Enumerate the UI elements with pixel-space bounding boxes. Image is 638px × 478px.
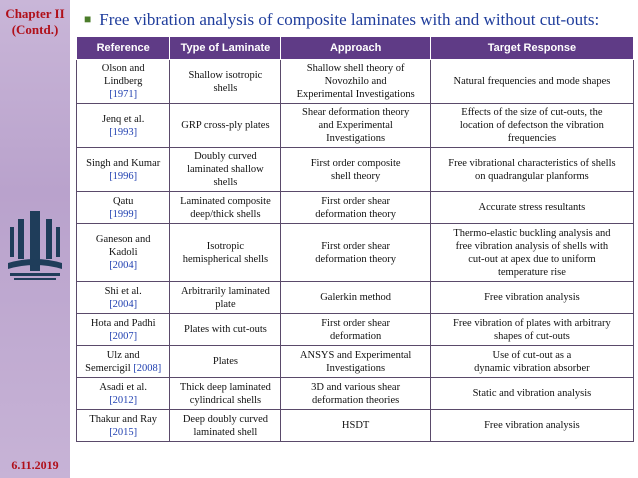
target-response-line: dynamic vibration absorber <box>474 362 590 374</box>
laminate-type-line: Shallow isotropic <box>188 69 263 81</box>
table-row <box>77 410 634 442</box>
header-target-response: Target Response <box>430 37 633 60</box>
target-response-line: Accurate stress resultants <box>478 202 586 213</box>
approach-line: deformation theory <box>315 253 397 265</box>
cell-target-response <box>430 410 633 442</box>
slide-heading-text: Free vibration analysis of composite laminates with and without cut-outs: <box>99 10 600 29</box>
approach-line: HSDT <box>341 420 370 431</box>
chapter-title-line1: Chapter II <box>5 6 65 21</box>
reference-line: Shi et al. <box>104 285 142 297</box>
cell-target-response <box>430 148 633 192</box>
cell-laminate-type <box>170 378 281 410</box>
sidebar <box>0 0 70 478</box>
target-response-line: location of defectson the vibration <box>459 120 604 131</box>
cell-target-response <box>430 314 633 346</box>
approach-line: First order shear <box>321 240 391 252</box>
header-laminate-type: Type of Laminate <box>170 37 281 60</box>
laminate-type-line: Deep doubly curved <box>182 413 268 425</box>
laminate-type-line: Plates <box>212 356 238 367</box>
approach-line: Novozhilo and <box>324 76 387 87</box>
cell-reference <box>77 148 170 192</box>
cell-approach <box>281 282 430 314</box>
reference-year: [2004] <box>109 260 138 271</box>
approach-line: Investigations <box>326 133 386 144</box>
table-header-row <box>77 37 634 60</box>
cell-approach <box>281 148 430 192</box>
approach-line: Shear deformation theory <box>301 107 410 118</box>
cell-reference <box>77 224 170 282</box>
table-row <box>77 282 634 314</box>
target-response-line: free vibration analysis of shells with <box>455 240 609 252</box>
cell-reference <box>77 60 170 104</box>
cell-approach <box>281 60 430 104</box>
cell-target-response <box>430 192 633 224</box>
target-response-line: Free vibration of plates with arbitrary <box>453 317 611 329</box>
header-reference: Reference <box>77 37 170 60</box>
laminate-type-line: Thick deep laminated <box>179 381 271 393</box>
reference-year: [1971] <box>109 89 138 100</box>
cell-laminate-type <box>170 224 281 282</box>
reference-line: Lindberg <box>104 76 143 87</box>
cell-target-response <box>430 378 633 410</box>
cell-reference <box>77 410 170 442</box>
target-response-line: Thermo-elastic buckling analysis and <box>453 227 611 239</box>
laminate-type-line: hemispherical shells <box>182 253 269 265</box>
university-logo-icon <box>6 205 64 283</box>
approach-line: Investigations <box>326 362 386 374</box>
cell-reference <box>77 314 170 346</box>
reference-line: Ganeson and <box>95 234 151 245</box>
bullet-square-icon: ■ <box>84 12 92 26</box>
laminate-type-line: Doubly curved <box>194 151 257 162</box>
table-row <box>77 104 634 148</box>
approach-line: 3D and various shear <box>311 381 401 393</box>
reference-year: [2008] <box>133 362 162 374</box>
laminate-type-line: cylindrical shells <box>189 394 262 406</box>
cell-approach <box>281 410 430 442</box>
cell-approach <box>281 224 430 282</box>
cell-approach <box>281 192 430 224</box>
laminate-type-line: GRP cross-ply plates <box>181 120 270 131</box>
laminate-type-line: shells <box>213 177 238 188</box>
slide-date: 6.11.2019 <box>11 458 59 472</box>
cell-reference <box>77 192 170 224</box>
target-response-line: Natural frequencies and mode shapes <box>453 76 611 87</box>
target-response-line: on quadrangular planforms <box>475 170 589 182</box>
target-response-line: temperature rise <box>497 266 566 278</box>
reference-line: Ulz and <box>106 349 140 361</box>
cell-approach <box>281 378 430 410</box>
target-response-line: cut-out at apex due to uniform <box>468 253 596 265</box>
cell-laminate-type <box>170 192 281 224</box>
target-response-line: Free vibrational characteristics of shells <box>448 157 616 169</box>
cell-laminate-type <box>170 346 281 378</box>
laminate-type-line: laminated shell <box>193 426 258 438</box>
laminate-type-line: shells <box>213 82 238 94</box>
reference-line: Qatu <box>112 195 134 207</box>
table-row <box>77 224 634 282</box>
table-row <box>77 314 634 346</box>
laminate-type-line: deep/thick shells <box>190 208 261 220</box>
cell-laminate-type <box>170 282 281 314</box>
table-row <box>77 60 634 104</box>
table-row <box>77 192 634 224</box>
laminate-type-line: Isotropic <box>206 240 245 252</box>
target-response-line: Free vibration analysis <box>484 292 580 303</box>
target-response-line: shapes of cut-outs <box>494 330 570 342</box>
reference-year: [2007] <box>109 330 138 342</box>
reference-line: Jenq et al. <box>102 113 145 125</box>
cell-laminate-type <box>170 314 281 346</box>
approach-line: ANSYS and Experimental <box>299 349 412 361</box>
approach-line: First order shear <box>321 317 391 329</box>
target-response-line: Free vibration analysis <box>484 420 580 431</box>
reference-year: [1993] <box>109 126 138 138</box>
laminate-type-line: Plates with cut-outs <box>184 324 267 335</box>
reference-line: Thakur and Ray <box>89 413 158 425</box>
reference-year: [1996] <box>109 170 138 182</box>
approach-line: Galerkin method <box>320 292 392 303</box>
reference-line: Asadi et al. <box>99 381 147 393</box>
cell-reference <box>77 282 170 314</box>
table-row <box>77 148 634 192</box>
cell-reference <box>77 104 170 148</box>
cell-reference <box>77 378 170 410</box>
slide-heading <box>84 10 599 30</box>
cell-approach <box>281 346 430 378</box>
reference-line: Olson and <box>101 63 145 74</box>
reference-line: Hota and Padhi <box>90 317 156 329</box>
approach-line: shell theory <box>330 170 381 182</box>
reference-line: Kadoli <box>108 247 138 258</box>
reference-line: Singh and Kumar <box>86 157 161 169</box>
cell-approach <box>281 314 430 346</box>
approach-line: Experimental Investigations <box>296 89 415 100</box>
cell-laminate-type <box>170 60 281 104</box>
cell-target-response <box>430 104 633 148</box>
laminate-type-line: Arbitrarily laminated <box>180 285 270 297</box>
chapter-title <box>0 6 70 38</box>
table-row <box>77 378 634 410</box>
laminate-type-line: plate <box>215 298 236 310</box>
target-response-line: Static and vibration analysis <box>472 388 592 399</box>
approach-line: deformation theories <box>312 394 400 406</box>
laminate-type-line: Laminated composite <box>180 195 271 207</box>
cell-laminate-type <box>170 148 281 192</box>
approach-line: deformation <box>329 330 382 342</box>
cell-approach <box>281 104 430 148</box>
cell-target-response <box>430 224 633 282</box>
laminate-type-line: laminated shallow <box>187 164 264 175</box>
cell-reference <box>77 346 170 378</box>
cell-target-response <box>430 60 633 104</box>
cell-target-response <box>430 282 633 314</box>
approach-line: First order composite <box>310 157 401 169</box>
literature-table <box>76 36 634 442</box>
reference-year: [2015] <box>109 426 138 438</box>
cell-target-response <box>430 346 633 378</box>
target-response-line: Effects of the size of cut-outs, the <box>461 107 603 118</box>
approach-line: deformation theory <box>315 208 397 220</box>
approach-line: and Experimental <box>318 120 393 131</box>
cell-laminate-type <box>170 104 281 148</box>
approach-line: Shallow shell theory of <box>306 63 405 74</box>
target-response-line: frequencies <box>507 133 557 144</box>
table-row <box>77 346 634 378</box>
cell-laminate-type <box>170 410 281 442</box>
chapter-title-line2: (Contd.) <box>11 22 59 37</box>
reference-year: [2004] <box>109 298 138 310</box>
target-response-line: Use of cut-out as a <box>492 349 572 361</box>
reference-line: Semercigil [2008] <box>85 362 162 374</box>
approach-line: First order shear <box>321 195 391 207</box>
reference-year: [2012] <box>109 394 138 406</box>
header-approach: Approach <box>281 37 430 60</box>
reference-year: [1999] <box>109 208 138 220</box>
